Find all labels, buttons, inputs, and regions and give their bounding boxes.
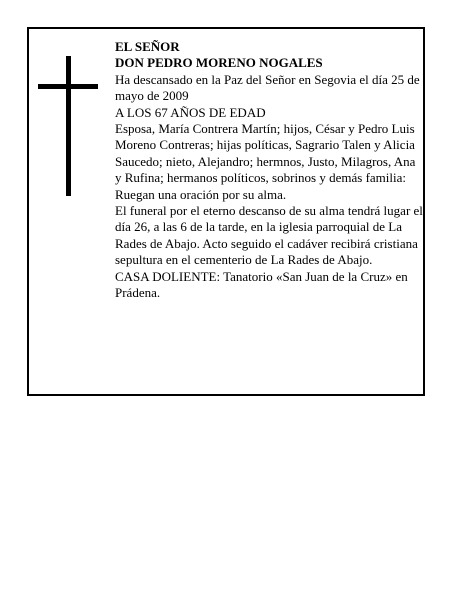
cross-vertical-bar (66, 56, 71, 196)
deceased-name: DON PEDRO MORENO NOGALES (115, 55, 323, 71)
family-list: Esposa, María Contrera Martín; hijos, César y Pedro Luis Moreno Contreras; hijas políticas, Sagrario Talen y Alicia Saucedo; nieto, Alejandro; hermnos, Justo, Milagros, Ana y Rufina; hermanos políticos, sobrinos y demás familia: (115, 121, 416, 186)
age-statement: A LOS 67 AÑOS DE EDAD (115, 104, 266, 120)
cross-horizontal-bar (38, 84, 98, 89)
notice-title: EL SEÑOR (115, 39, 180, 54)
death-statement: Ha descansado en la Paz del Señor en Segovia el día 25 de mayo de 2009 (115, 71, 420, 104)
prayer-request: Ruegan una oración por su alma. (115, 186, 287, 202)
mourning-house: CASA DOLIENTE: Tanatorio «San Juan de la Cruz» en Prádena. (115, 268, 408, 301)
funeral-details: El funeral por el eterno descanso de su alma tendrá lugar el día 26, a las 6 de la tarde, en la iglesia parroquial de La Rades de Abajo. Acto seguido el cadáver recibirá cristiana sepultura en el cementerio de La Rades de Abajo. (115, 203, 423, 268)
notice-text (115, 39, 423, 302)
